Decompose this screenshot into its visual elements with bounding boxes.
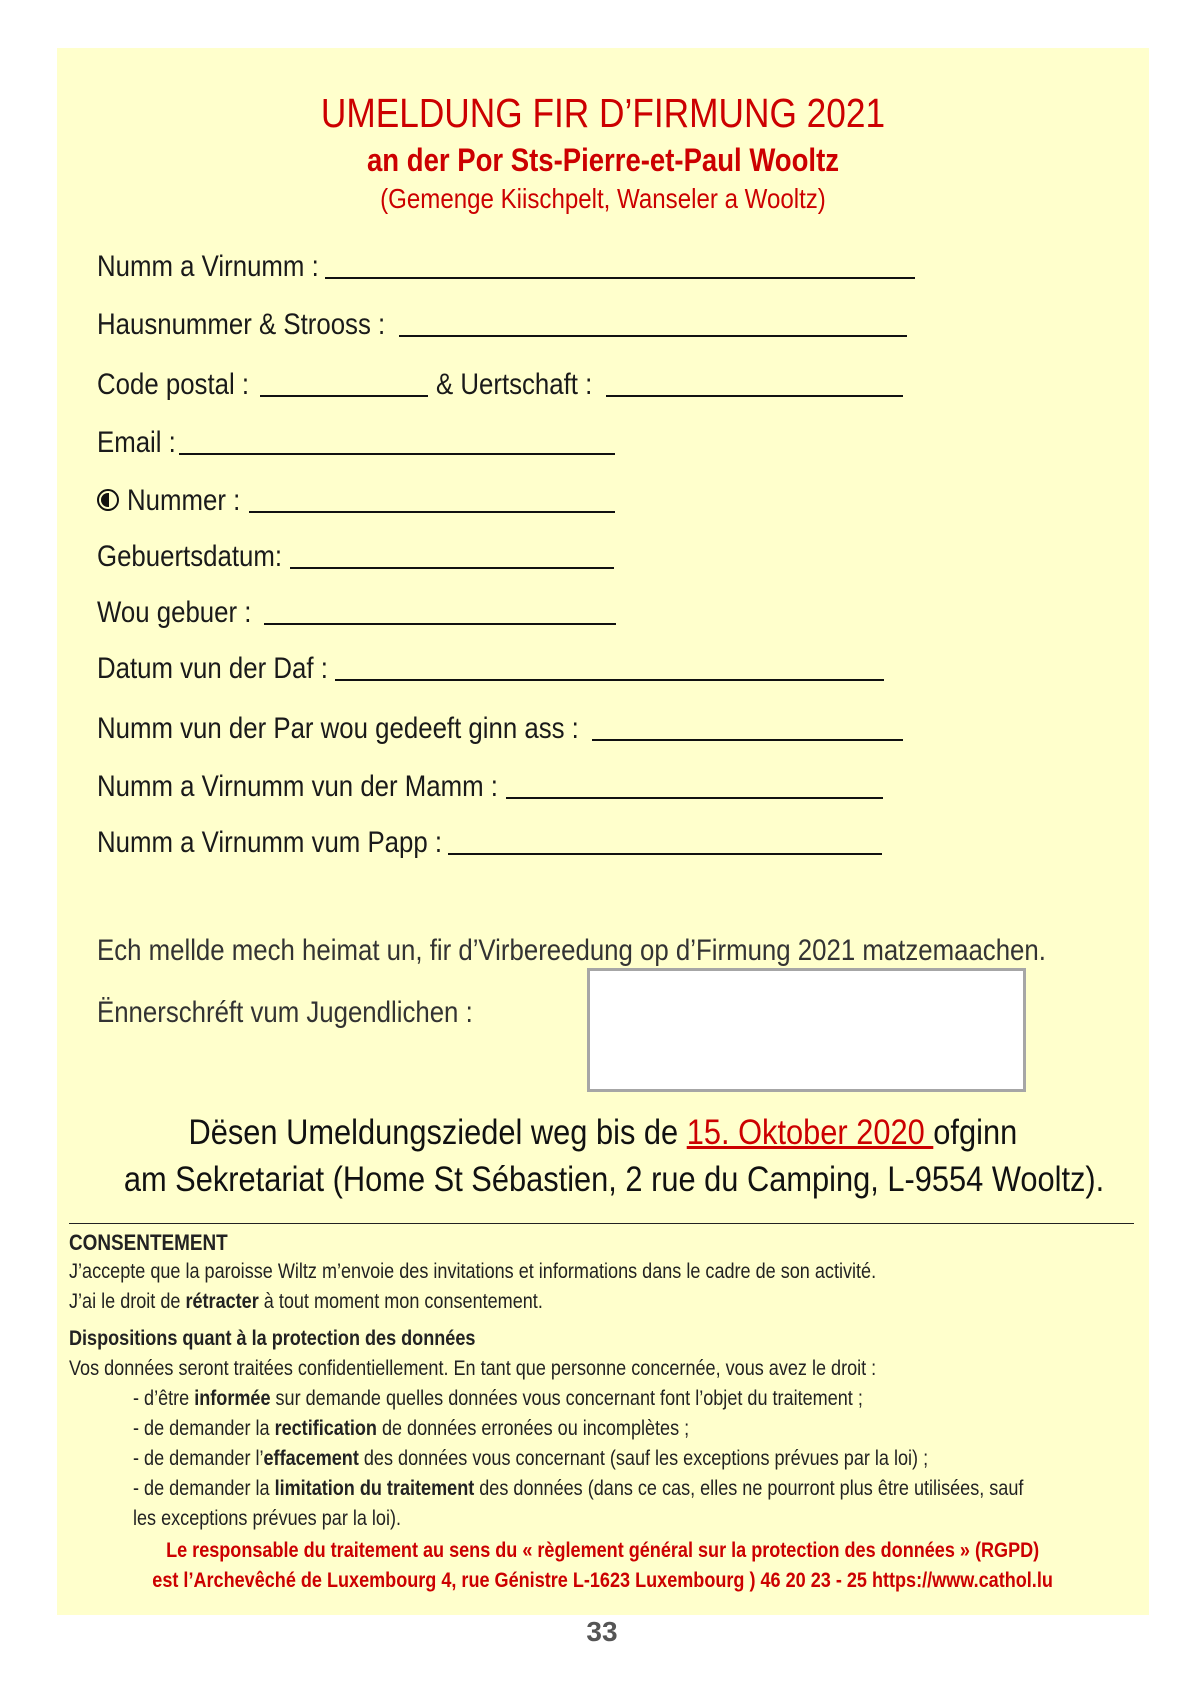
address-field[interactable] — [399, 335, 907, 337]
baptism-date-label: Datum vun der Daf : — [97, 652, 328, 685]
mother-field[interactable] — [506, 797, 883, 799]
postal-code-field[interactable] — [260, 395, 428, 397]
phone-field[interactable] — [249, 511, 615, 513]
privacy-item: - de demander la limitation du traitement des données (dans ce cas, elles ne pourront plus être utilisées, sauf — [133, 1477, 1024, 1500]
postal-row — [97, 362, 903, 402]
birthdate-row — [97, 534, 614, 574]
privacy-item: - de demander la rectification de données erronées ou incomplètes ; — [133, 1417, 690, 1440]
controller-line-2: est l’Archevêché de Luxembourg 4, rue Génistre L-1623 Luxembourg ) 46 20 23 - 25 https://www.cathol.lu — [152, 1569, 1054, 1592]
phone-row — [97, 478, 615, 518]
signature-box[interactable] — [587, 968, 1026, 1092]
consent-line-1: J’accepte que la paroisse Wiltz m’envoie des invitations et informations dans le cadre de son activité. — [69, 1260, 877, 1283]
privacy-item: - d’être informée sur demande quelles données vous concernant font l’objet du traitement ; — [133, 1387, 863, 1410]
deadline-text-after: ofginn — [933, 1113, 1018, 1152]
privacy-intro: Vos données seront traitées confidentiellement. En tant que personne concernée, vous avez le droit : — [69, 1357, 877, 1380]
father-label: Numm a Virnumm vum Papp : — [97, 826, 443, 859]
mother-row — [97, 764, 883, 804]
email-field[interactable] — [179, 453, 615, 455]
baptism-parish-field[interactable] — [592, 739, 903, 741]
consent-heading: CONSENTEMENT — [69, 1230, 228, 1255]
birthplace-row — [97, 590, 616, 630]
declaration-text: Ech mellde mech heimat un, fir d’Virbereedung op d’Firmung 2021 matzemaachen. — [97, 934, 1046, 967]
baptism-date-row — [97, 646, 884, 686]
form-title: UMELDUNG FIR D’FIRMUNG 2021 — [320, 90, 886, 136]
deadline-line-1 — [57, 1113, 1149, 1153]
email-label: Email : — [97, 426, 176, 459]
father-field[interactable] — [448, 853, 882, 855]
baptism-parish-row — [97, 706, 903, 746]
locality-field[interactable] — [606, 395, 903, 397]
email-row — [97, 420, 615, 460]
phone-icon — [97, 489, 119, 511]
parish-subtitle: an der Por Sts-Pierre-et-Paul Wooltz — [366, 142, 840, 178]
form-page — [57, 48, 1149, 1615]
privacy-heading: Dispositions quant à la protection des données — [69, 1327, 476, 1350]
signature-label: Ënnerschréft vum Jugendlichen : — [97, 996, 473, 1029]
name-row — [97, 244, 915, 284]
mother-label: Numm a Virnumm vun der Mamm : — [97, 770, 498, 803]
privacy-item: - de demander l’effacement des données vous concernant (sauf les exceptions prévues par la loi) ; — [133, 1447, 929, 1470]
address-label: Hausnummer & Strooss : — [97, 308, 386, 341]
baptism-date-field[interactable] — [335, 679, 884, 681]
birthdate-label: Gebuertsdatum: — [97, 540, 283, 573]
postal-label: Code postal : — [97, 368, 250, 401]
name-label: Numm a Virnumm : — [97, 250, 319, 283]
deadline-line-2 — [57, 1160, 1149, 1200]
deadline-date: 15. Oktober 2020 — [686, 1113, 934, 1152]
birthplace-field[interactable] — [264, 623, 616, 625]
secretariat-address: am Sekretariat (Home St Sébastien, 2 rue du Camping, L-9554 Wooltz). — [123, 1160, 1105, 1199]
address-row — [97, 302, 907, 342]
deadline-text-before: Dësen Umeldungsziedel weg bis de — [188, 1113, 687, 1152]
municipality-subtitle: (Gemenge Kiischpelt, Wanseler a Wooltz) — [380, 183, 826, 214]
name-field[interactable] — [325, 277, 915, 279]
page-number: 33 — [586, 1616, 618, 1647]
father-row — [97, 820, 882, 860]
baptism-parish-label: Numm vun der Par wou gedeeft ginn ass : — [97, 712, 579, 745]
section-divider — [69, 1223, 1134, 1224]
privacy-item-continuation: les exceptions prévues par la loi). — [133, 1507, 402, 1530]
controller-line-1: Le responsable du traitement au sens du « règlement général sur la protection des données » (RGPD) — [166, 1539, 1040, 1562]
phone-label: Nummer : — [127, 484, 241, 517]
birthdate-field[interactable] — [290, 567, 614, 569]
consent-line-2: J’ai le droit de rétracter à tout moment mon consentement. — [69, 1290, 543, 1313]
birthplace-label: Wou gebuer : — [97, 596, 252, 629]
locality-label: & Uertschaft : — [435, 368, 593, 401]
